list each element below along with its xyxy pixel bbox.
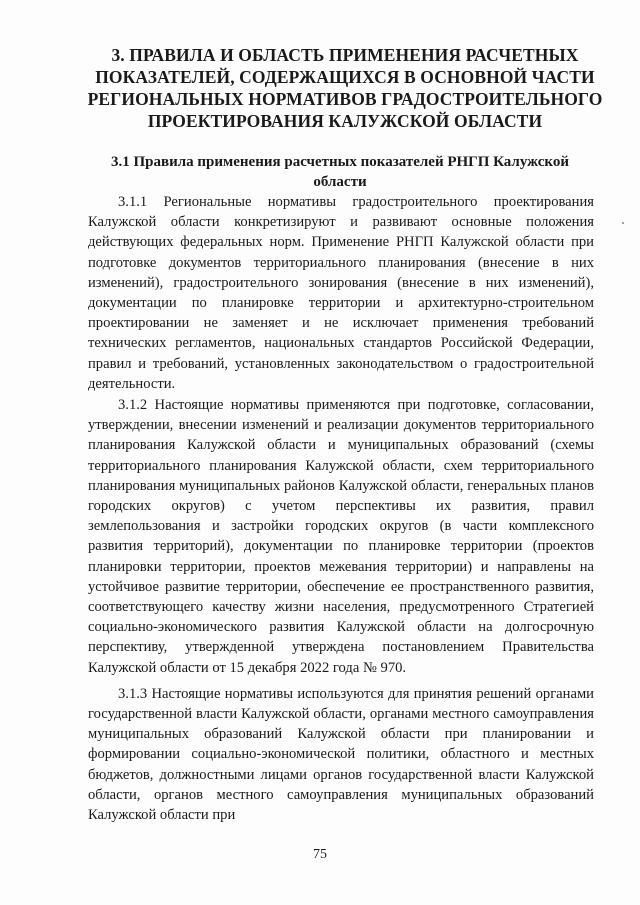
section-heading: 3. ПРАВИЛА И ОБЛАСТЬ ПРИМЕНЕНИЯ РАСЧЕТНЫХ ПОКАЗАТЕЛЕЙ, СОДЕРЖАЩИХСЯ В ОСНОВНОЙ ЧАСТИ РЕГИОНАЛЬНЫХ НОРМАТИВОВ ГРАДОСТРОИТЕЛЬНОГО ПРОЕКТИРОВАНИЯ КАЛУЖСКОЙ ОБЛАСТИ (87, 45, 603, 131)
page-number: 75 (313, 847, 327, 862)
scan-speck (622, 222, 624, 224)
body-text (88, 192, 594, 825)
paragraph-3-1-3: 3.1.3 Настоящие нормативы используются для принятия решений органами государственной власти Калужской области, органами местного самоуправления муниципальных образований Калужской области при планировании и формировании социально-экономической политики, областного и местных бюджетов, должностными лицами органов государственной власти Калужской области, органов местного самоуправления муниципальных образований Калужской области при (88, 685, 594, 824)
subsection-heading: 3.1 Правила применения расчетных показателей РНГП Калужской области (110, 154, 570, 190)
paragraph-3-1-1: 3.1.1 Региональные нормативы градостроительного проектирования Калужской области конкретизируют и развивают основные положения действующих федеральных норм. Применение РНГП Калужской области при подготовке документов территориального планирования (внесение в них изменений), градостроительного зонирования (внесение в них изменений), документации по планировке территории и архитектурно-строительном проектировании не заменяет и не исключает применения требований технических регламентов, национальных стандартов Российской Федерации, правил и требований, установленных законодательством о градостроительной деятельности. (88, 194, 594, 392)
paragraph-3-1-2: 3.1.2 Настоящие нормативы применяются при подготовке, согласовании, утверждении, внесении изменений и реализации документов территориального планирования Калужской области и муниципальных образований (схемы территориального планирования Калужской области, схем территориального планирования муниципальных районов Калужской области, генеральных планов городских округов) с учетом перспективы их развития, правил землепользования и застройки городских округов (в части комплексного развития территорий), документации по планировке территории (проектов планировки территории, проектов межевания территории) и направлены на устойчивое развитие территории, обеспечение ее пространственного развития, соответствующего качеству жизни населения, предусмотренного Стратегией социально-экономического развития Калужской области на долгосрочную перспективу, утвержденной утверждена постановлением Правительства Калужской области от 15 декабря 2022 года № 970. (88, 397, 594, 676)
